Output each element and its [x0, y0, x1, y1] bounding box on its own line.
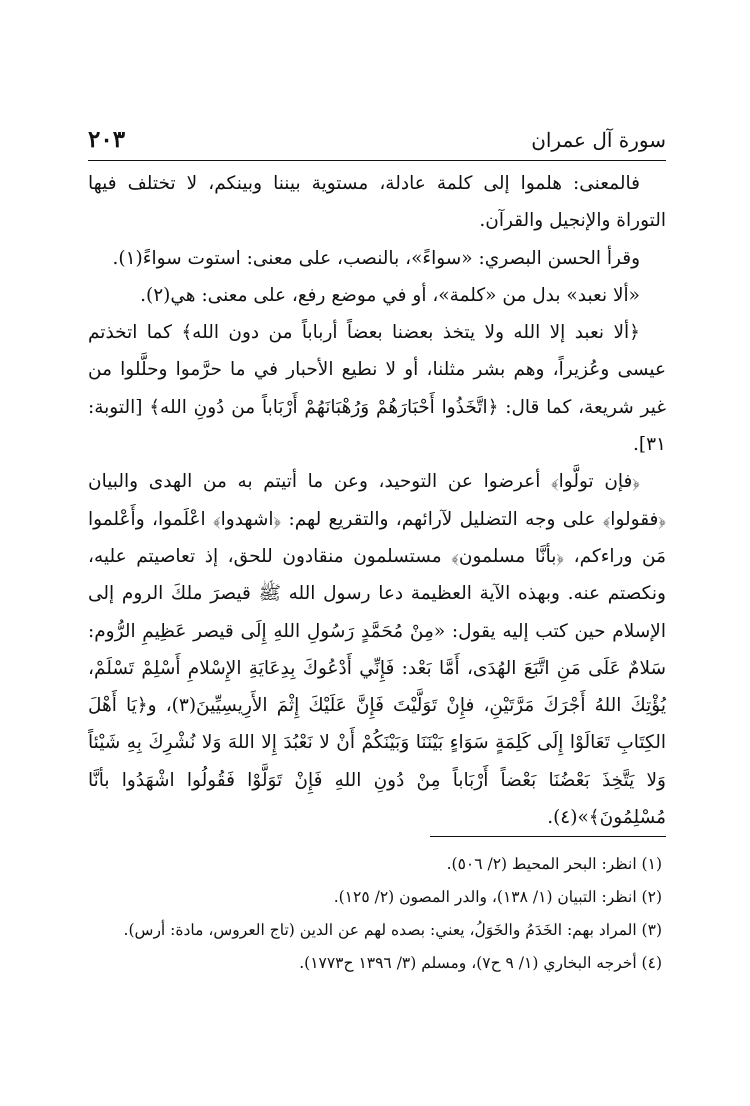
main-text — [88, 165, 666, 836]
running-header — [88, 126, 666, 161]
chapter-title: سورة آل عمران — [531, 128, 666, 152]
paragraph: وقرأ الحسن البصري: «سواءً»، بالنصب، على معنى: استوت سواءً(١). — [112, 247, 640, 269]
paragraph: ﴿فإن تولَّوا﴾ أعرضوا عن التوحيد، وعن ما أتيتم به من الهدى والبيان ﴿فقولوا﴾ على وجه التضليل لآرائهم، والتقريع لهم: ﴿اشهدوا﴾ اعْلَموا، وأَعْلموا مَن وراءكم، ﴿بأنَّا مسلمون﴾ مستسلمون منقادون للحق، إذ تعاصيتم عليه، ونكصتم عنه. وبهذه الآية العظيمة دعا رسول الله ﷺ قيصرَ ملكَ الروم إلى الإسلام حين كتب إليه يقول: «مِنْ مُحَمَّدٍ رَسُولِ اللهِ إِلَى قيصر عَظِيمِ الرُّوم: سَلامٌ عَلَى مَنِ اتَّبَعَ الهُدَى، أَمَّا بَعْد: فَإِنِّي أَدْعُوكَ بِدِعَايَةِ الإِسْلامِ أَسْلِمْ تَسْلَمْ، يُؤْتِكَ اللهُ أَجْرَكَ مَرَّتَيْنِ، فإِنْ تَوَلَّيْتَ فَإِنَّ عَلَيْكَ إِثْمَ الأَرِيسِيِّينَ(٣)، و﴿يَا أَهْلَ الكِتَابِ تَعَالَوْا إِلَى كَلِمَةٍ سَوَاءٍ بَيْنَنَا وَبَيْنَكُمْ أَنْ لا نَعْبُدَ إِلا اللهَ وَلا نُشْرِكَ بِهِ شَيْئاً وَلا يَتَّخِذَ بَعْضُنَا بَعْضاً أَرْبَاباً مِنْ دُونِ اللهِ فَإِنْ تَوَلَّوْا فَقُولُوا اشْهَدُوا بأنَّا مُسْلِمُونَ﴾»(٤). — [88, 471, 666, 829]
footnotes — [88, 848, 662, 980]
paragraph: فالمعنى: هلموا إلى كلمة عادلة، مستوية بيننا وبينكم، لا تختلف فيها التوراة والإنجيل والقرآن. — [88, 173, 666, 232]
paragraph: «ألا نعبد» بدل من «كلمة»، أو في موضع رفع، على معنى: هي(٢). — [140, 284, 640, 306]
footnote: (٤) أخرجه البخاري (١/ ٩ ح٧)، ومسلم (٣/ ١٣٩٦ ح١٧٧٣). — [299, 954, 662, 972]
footnote: (١) انظر: البحر المحيط (٢/ ٥٠٦). — [446, 855, 662, 873]
footnote: (٣) المراد بهم: الخَدَمُ والخَوَلُ، يعني: بصده لهم عن الدين (تاج العروس، مادة: أرس). — [123, 921, 662, 939]
page-number: ٢٠٣ — [88, 126, 126, 153]
paragraph: ﴿ألا نعبد إلا الله ولا يتخذ بعضنا بعضاً أرباباً من دون الله﴾ كما اتخذتم عيسى وعُزيراً، وهم بشر مثلنا، أو لا نطيع الأحبار في ما حرَّموا وحلَّلوا من غير شريعة، كما قال: ﴿اتَّخَذُوا أَحْبَارَهُمْ وَرُهْبَانَهُمْ أَرْبَاباً من دُونِ الله﴾ [التوبة: ٣١]. — [88, 322, 666, 456]
footnote-divider — [430, 836, 666, 837]
footnote: (٢) انظر: التبيان (١/ ١٣٨)، والدر المصون (٢/ ١٢٥). — [333, 888, 662, 906]
